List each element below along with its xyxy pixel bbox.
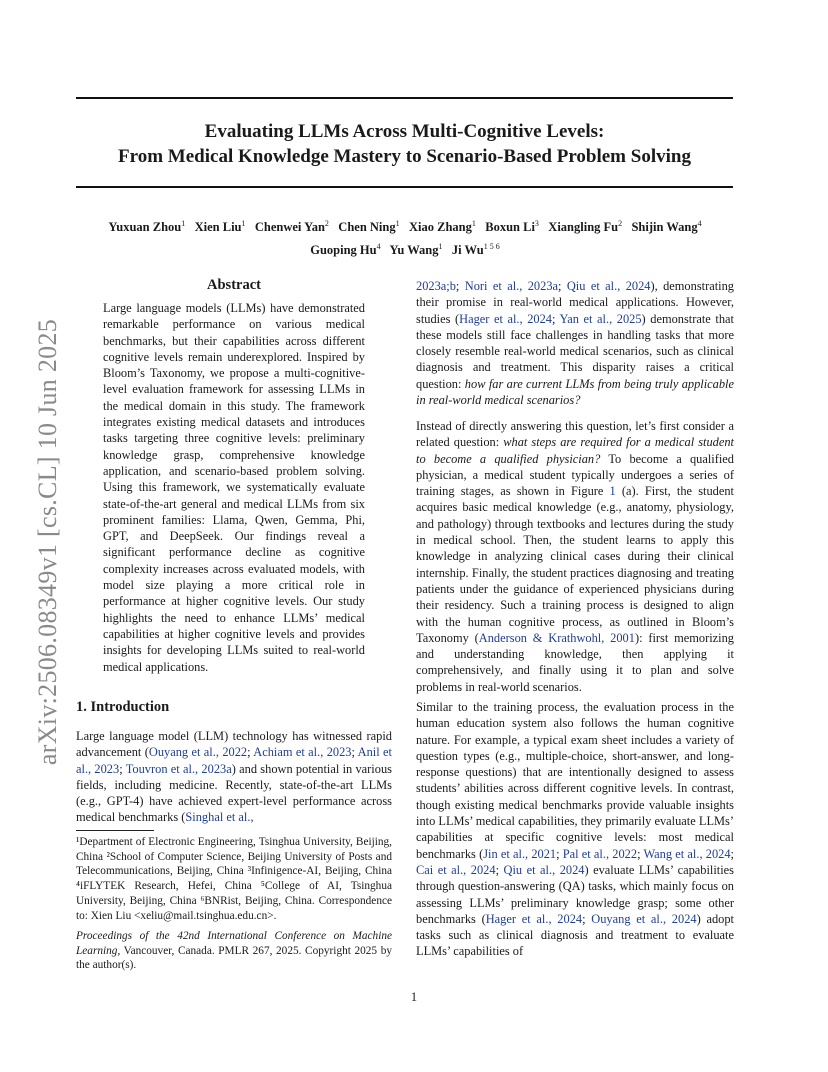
citation-link[interactable]: Ouyang et al., 2022: [148, 745, 248, 760]
author-affiliation: 2: [324, 219, 329, 228]
citation-link[interactable]: Singhal et al.,: [185, 810, 254, 825]
page-number: 1: [410, 990, 418, 1004]
text-run: ;: [551, 311, 560, 326]
author: Shijin Wang: [631, 220, 698, 235]
right-paragraph-2: [416, 418, 734, 695]
text-run: ;: [351, 745, 358, 760]
citation-link[interactable]: Wang et al., 2024: [643, 846, 731, 861]
text-run: Similar to the training process, the evaluation process in the human education system also follows the human cognitive nature. For example, a typical exam sheet includes a variety of question types (e.g., multiple-choice, short-answer, and long-response questions) that are intentionally designed to assess students’ abilities across different cognitive levels. In contrast, though existing medical benchmarks provide valuable insights into LLMs’ medical capabilities, they primarily evaluate LLMs’ capabilities at specific cognitive levels: most medical benchmarks (: [416, 700, 734, 861]
text-run: ) evaluate LLMs’ capabilities through question-answering (QA) tasks, which mainly focus on assessing LLMs’ preliminary knowledge grasp; some other benchmarks (: [416, 862, 734, 926]
paper-title: [76, 119, 733, 169]
proceedings-title: Proceedings of the 42nd International Conference on Machine Learning: [76, 930, 392, 957]
abstract-text: Large language models (LLMs) have demonstrated remarkable performance on various medical benchmarks, but their capabilities across different cognitive levels remain underexplored. Inspired by Bloom’s Taxonomy, we propose a multi-cognitive-level evaluation framework for assessing LLMs in the medical domain in this study. The framework integrates existing medical datasets and introduces tasks targeting three cognitive levels: preliminary knowledge grasp, comprehensive knowledge application, and scenario-based problem solving. Using this framework, we systematically evaluate state-of-the-art general and medical LLMs from six prominent families: Llama, Qwen, Gemma, Phi, GPT, and DeepSeek. Our findings reveal a significant performance decline as cognitive complexity increases across evaluated models, with model size playing a more critical role in performance at higher cognitive levels. Our study highlights the need to enhance LLMs’ medical capabilities at higher cognitive levels and provides insights for developing LLMs suited to real-world medical applications.: [103, 301, 365, 674]
author-affiliation: 1: [395, 219, 400, 228]
text-run: ;: [556, 846, 563, 861]
citation-link[interactable]: Hager et al., 2024: [485, 911, 583, 926]
text-run: ;: [247, 745, 254, 760]
text-run: Instead of directly answering this question, let’s first consider a related question:: [416, 419, 734, 450]
author-affiliation: 3: [534, 219, 539, 228]
text-run: ;: [730, 846, 734, 861]
title-line-2: From Medical Knowledge Mastery to Scenario-Based Problem Solving: [118, 146, 691, 167]
author-list: [60, 214, 750, 260]
citation-link[interactable]: Qiu et al., 2024: [503, 862, 585, 877]
footnote-affiliations: ¹Department of Electronic Engineering, Tsinghua University, Beijing, China ²School of Computer Science, Beijing University of Posts and Telecommunications, Beijing, China ³Infinigence-AI, Beijing, China ⁴iFLYTEK Research, Hefei, China ⁵College of AI, Tsinghua University, Beijing, China ⁶BNRist, Beijing, China. Correspondence to: Xien Liu <xeliu@mail.tsinghua.edu.cn>.: [76, 836, 392, 922]
author-affiliation: 1: [241, 219, 246, 228]
citation-link[interactable]: Touvron et al., 2023a: [125, 761, 232, 776]
text-run: ;: [495, 862, 504, 877]
author: Yuxuan Zhou: [108, 220, 182, 235]
footnote-proceedings: [76, 929, 392, 973]
text-run: To become a qualified physician, a medical student typically undergoes a series of training stages, as shown in Figure: [416, 451, 734, 499]
author-line-1: [60, 214, 750, 237]
author-affiliation: 1: [471, 219, 476, 228]
citation-link[interactable]: Hager et al., 2024: [459, 311, 552, 326]
citation-link[interactable]: Pal et al., 2022: [562, 846, 638, 861]
text-run: ): first memorizing and understanding knowledge, then applying it comprehensively, and finally using it to plan and solve problems in real-world scenarios.: [416, 630, 735, 694]
author: Xiao Zhang: [408, 220, 472, 235]
section-heading-introduction: 1. Introduction: [76, 699, 170, 715]
right-paragraph-1: [416, 278, 734, 408]
author: Ji Wu: [451, 243, 484, 258]
author: Guoping Hu: [310, 243, 377, 258]
text-run: ), demonstrating their promise in real-world medical applications. However, studies (: [416, 279, 734, 326]
citation-link[interactable]: Cai et al., 2024: [416, 862, 496, 877]
text-run: Large language model (LLM) technology has witnessed rapid advancement (: [76, 729, 392, 760]
citation-link[interactable]: Jin et al., 2021: [483, 846, 557, 861]
author: Boxun Li: [485, 220, 535, 235]
text-run: ;: [582, 911, 592, 926]
italic-question: how far are current LLMs from being truly applicable in real-world medical scenarios?: [416, 376, 734, 408]
author-affiliation: 2: [618, 219, 623, 228]
citation-link[interactable]: Anderson & Krathwohl, 2001: [478, 630, 635, 645]
author: Xiangling Fu: [548, 220, 619, 235]
citation-link[interactable]: Ouyang et al., 2024: [591, 911, 697, 926]
abstract-heading: Abstract: [207, 277, 261, 293]
text-run: ) adopt tasks such as clinical diagnosis and treatment to evaluate LLMs’ capabilities of: [416, 911, 734, 959]
text-run: ) demonstrate that these models still face challenges in handling tasks that more closely resemble real-world medical scenarios, such as clinical diagnosis and treatment. This disparity raises a critical question:: [416, 311, 734, 391]
arxiv-identifier[interactable]: arXiv:2506.08349v1 [cs.CL] 10 Jun 2025: [33, 318, 62, 766]
citation-link[interactable]: Qiu et al., 2024: [566, 279, 651, 293]
text-run: ) and shown potential in various fields, including medicine. Recently, state-of-the-art LLMs (e.g., GPT-4) have achieved expert-level performance across medical benchmarks (: [76, 761, 392, 825]
intro-paragraph: [76, 728, 392, 826]
author-affiliation: 1: [181, 219, 186, 228]
figure-reference-link[interactable]: 1: [609, 484, 616, 499]
citation-link[interactable]: Achiam et al., 2023: [253, 745, 352, 760]
title-bottom-rule: [76, 186, 733, 188]
citation-link[interactable]: Yan et al., 2025: [559, 311, 642, 326]
title-line-1: Evaluating LLMs Across Multi-Cognitive Levels:: [204, 121, 605, 142]
author-line-2: [60, 237, 750, 260]
proceedings-details: , Vancouver, Canada. PMLR 267, 2025. Copyright 2025 by the author(s).: [76, 944, 392, 972]
author: Chenwei Yan: [254, 220, 325, 235]
text-run: ;: [119, 761, 126, 776]
citation-link[interactable]: 2023a;b: [416, 279, 456, 293]
author-affiliation: 1 5 6: [483, 242, 500, 252]
author: Yu Wang: [389, 243, 439, 258]
author: Xien Liu: [194, 220, 242, 235]
author-affiliation: 4: [697, 219, 702, 228]
title-top-rule: [76, 97, 733, 99]
text-run: ;: [558, 279, 567, 293]
author-affiliation: 4: [376, 242, 381, 252]
text-run: (a). First, the student acquires basic medical knowledge (e.g., anatomy, physiology, and pathology) through textbooks and lectures during the study in medical school. Then, the student learns to apply this knowledge in analyzing clinical cases during their clinical internship. Finally, the student practices diagnosing and treating patients under the guidance of experienced physicians during their residency. Such a training process is designed to align with the human cognitive process, as outlined in Bloom’s Taxonomy (: [416, 484, 734, 645]
citation-link[interactable]: Anil et al., 2023: [76, 745, 392, 776]
right-paragraph-3: [416, 699, 734, 960]
italic-question: what steps are required for a medical student to become a qualified physician?: [416, 435, 734, 466]
author: Chen Ning: [338, 220, 396, 235]
footnote-rule: [76, 830, 154, 831]
author-affiliation: 1: [438, 242, 443, 252]
text-run: ;: [455, 279, 465, 293]
citation-link[interactable]: Nori et al., 2023a: [464, 279, 559, 293]
text-run: ;: [637, 846, 644, 861]
